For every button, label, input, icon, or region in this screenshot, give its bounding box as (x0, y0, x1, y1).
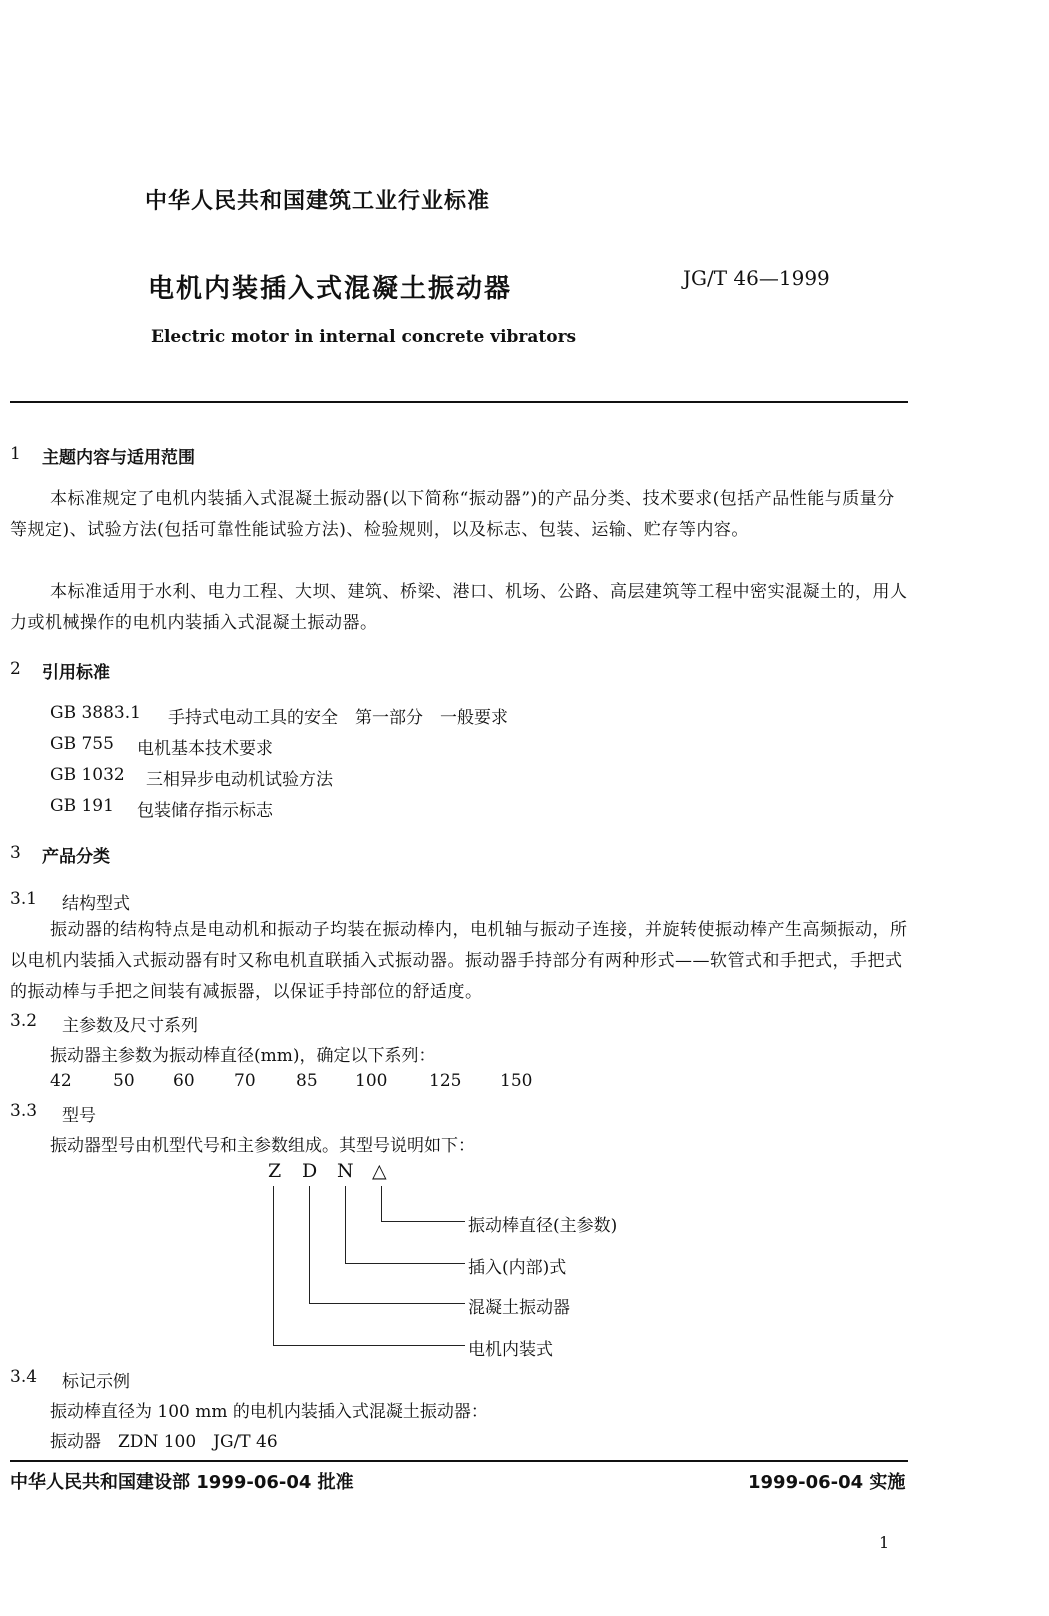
subsection-3-3-number: 3.3 (10, 1101, 38, 1121)
reference-code: GB 191 (50, 796, 114, 816)
reference-name: 电机基本技术要求 (137, 739, 273, 759)
diagram-line (345, 1186, 346, 1264)
subsection-3-2-number: 3.2 (10, 1011, 38, 1031)
diagram-line (309, 1186, 310, 1304)
diagram-label: 插入(内部)式 (468, 1258, 567, 1278)
series-value: 125 (429, 1071, 462, 1091)
subsection-3-4-number: 3.4 (10, 1367, 38, 1387)
implementation-line: 1999-06-04 实施 (748, 1472, 906, 1493)
series-value: 42 (50, 1071, 72, 1091)
section-1-title: 主题内容与适用范围 (42, 448, 195, 468)
reference-name: 包装储存指示标志 (137, 801, 273, 821)
subsection-3-3-text: 振动器型号由机型代号和主参数组成。其型号说明如下： (50, 1136, 475, 1156)
section-1-paragraph-1: 本标准规定了电机内装插入式混凝土振动器(以下简称“振动器”)的产品分类、技术要求(包括产品性能与质量分等规定)、试验方法(包括可靠性能试验方法)、检验规则，以及标志、包装、运输、贮存等内容。 (10, 489, 895, 540)
english-title: Electric motor in internal concrete vibrators (151, 327, 577, 347)
subsection-3-2-text: 振动器主参数为振动棒直径(mm)，确定以下系列： (50, 1046, 436, 1066)
model-letter-d: D (302, 1160, 318, 1182)
standard-code: JG/T 46—1999 (683, 266, 830, 290)
reference-name: 三相异步电动机试验方法 (146, 770, 333, 790)
subsection-3-1-text: 振动器的结构特点是电动机和振动子均装在振动棒内，电机轴与振动子连接，并旋转使振动棒产生高频振动，所以电机内装插入式振动器有时又称电机直联插入式振动器。振动器手持部分有两种形式——软管式和手把式，手把式的振动棒与手把之间装有减振器，以保证手持部位的舒适度。 (10, 920, 908, 1002)
series-value: 50 (113, 1071, 135, 1091)
reference-code: GB 1032 (50, 765, 125, 785)
footer-rule (10, 1460, 908, 1462)
model-letter-z: Z (268, 1160, 282, 1182)
reference-code: GB 755 (50, 734, 114, 754)
subsection-3-3-title: 型号 (62, 1106, 96, 1126)
reference-name: 手持式电动工具的安全 第一部分 一般要求 (168, 708, 508, 728)
series-value: 70 (234, 1071, 256, 1091)
marking-example: 振动器 ZDN 100 JG/T 46 (50, 1432, 278, 1452)
section-1-number: 1 (10, 444, 21, 464)
section-2-number: 2 (10, 659, 21, 679)
reference-code: GB 3883.1 (50, 703, 141, 723)
subsection-3-1-number: 3.1 (10, 889, 38, 909)
series-value: 150 (500, 1071, 533, 1091)
approval-line: 中华人民共和国建设部 1999-06-04 批准 (10, 1472, 354, 1493)
subsection-3-4-title: 标记示例 (62, 1372, 130, 1392)
diagram-label: 混凝土振动器 (468, 1298, 570, 1318)
section-3-title: 产品分类 (42, 847, 110, 867)
subsection-3-4-text: 振动棒直径为 100 mm 的电机内装插入式混凝土振动器： (50, 1402, 488, 1422)
model-triangle: △ (372, 1160, 387, 1182)
model-letter-n: N (337, 1160, 354, 1182)
section-3-number: 3 (10, 843, 21, 863)
diagram-line (381, 1221, 465, 1222)
page-number: 1 (879, 1533, 890, 1552)
series-value: 100 (355, 1071, 388, 1091)
subsection-3-1-title: 结构型式 (62, 894, 130, 914)
diagram-label: 振动棒直径(主参数) (468, 1216, 618, 1236)
section-2-title: 引用标准 (42, 663, 110, 683)
document-title: 电机内装插入式混凝土振动器 (148, 274, 513, 304)
subsection-3-2-title: 主参数及尺寸系列 (62, 1016, 198, 1036)
diagram-line (345, 1263, 465, 1264)
section-1-paragraph-2: 本标准适用于水利、电力工程、大坝、建筑、桥梁、港口、机场、公路、高层建筑等工程中密实混凝土的，用人力或机械操作的电机内装插入式混凝土振动器。 (10, 582, 908, 633)
diagram-line (381, 1186, 382, 1222)
diagram-line (309, 1303, 465, 1304)
series-value: 60 (173, 1071, 195, 1091)
header-rule (10, 401, 908, 403)
diagram-label: 电机内装式 (468, 1340, 553, 1360)
series-value: 85 (296, 1071, 318, 1091)
diagram-line (273, 1186, 274, 1346)
diagram-line (273, 1345, 465, 1346)
industry-standard-heading: 中华人民共和国建筑工业行业标准 (145, 189, 491, 214)
